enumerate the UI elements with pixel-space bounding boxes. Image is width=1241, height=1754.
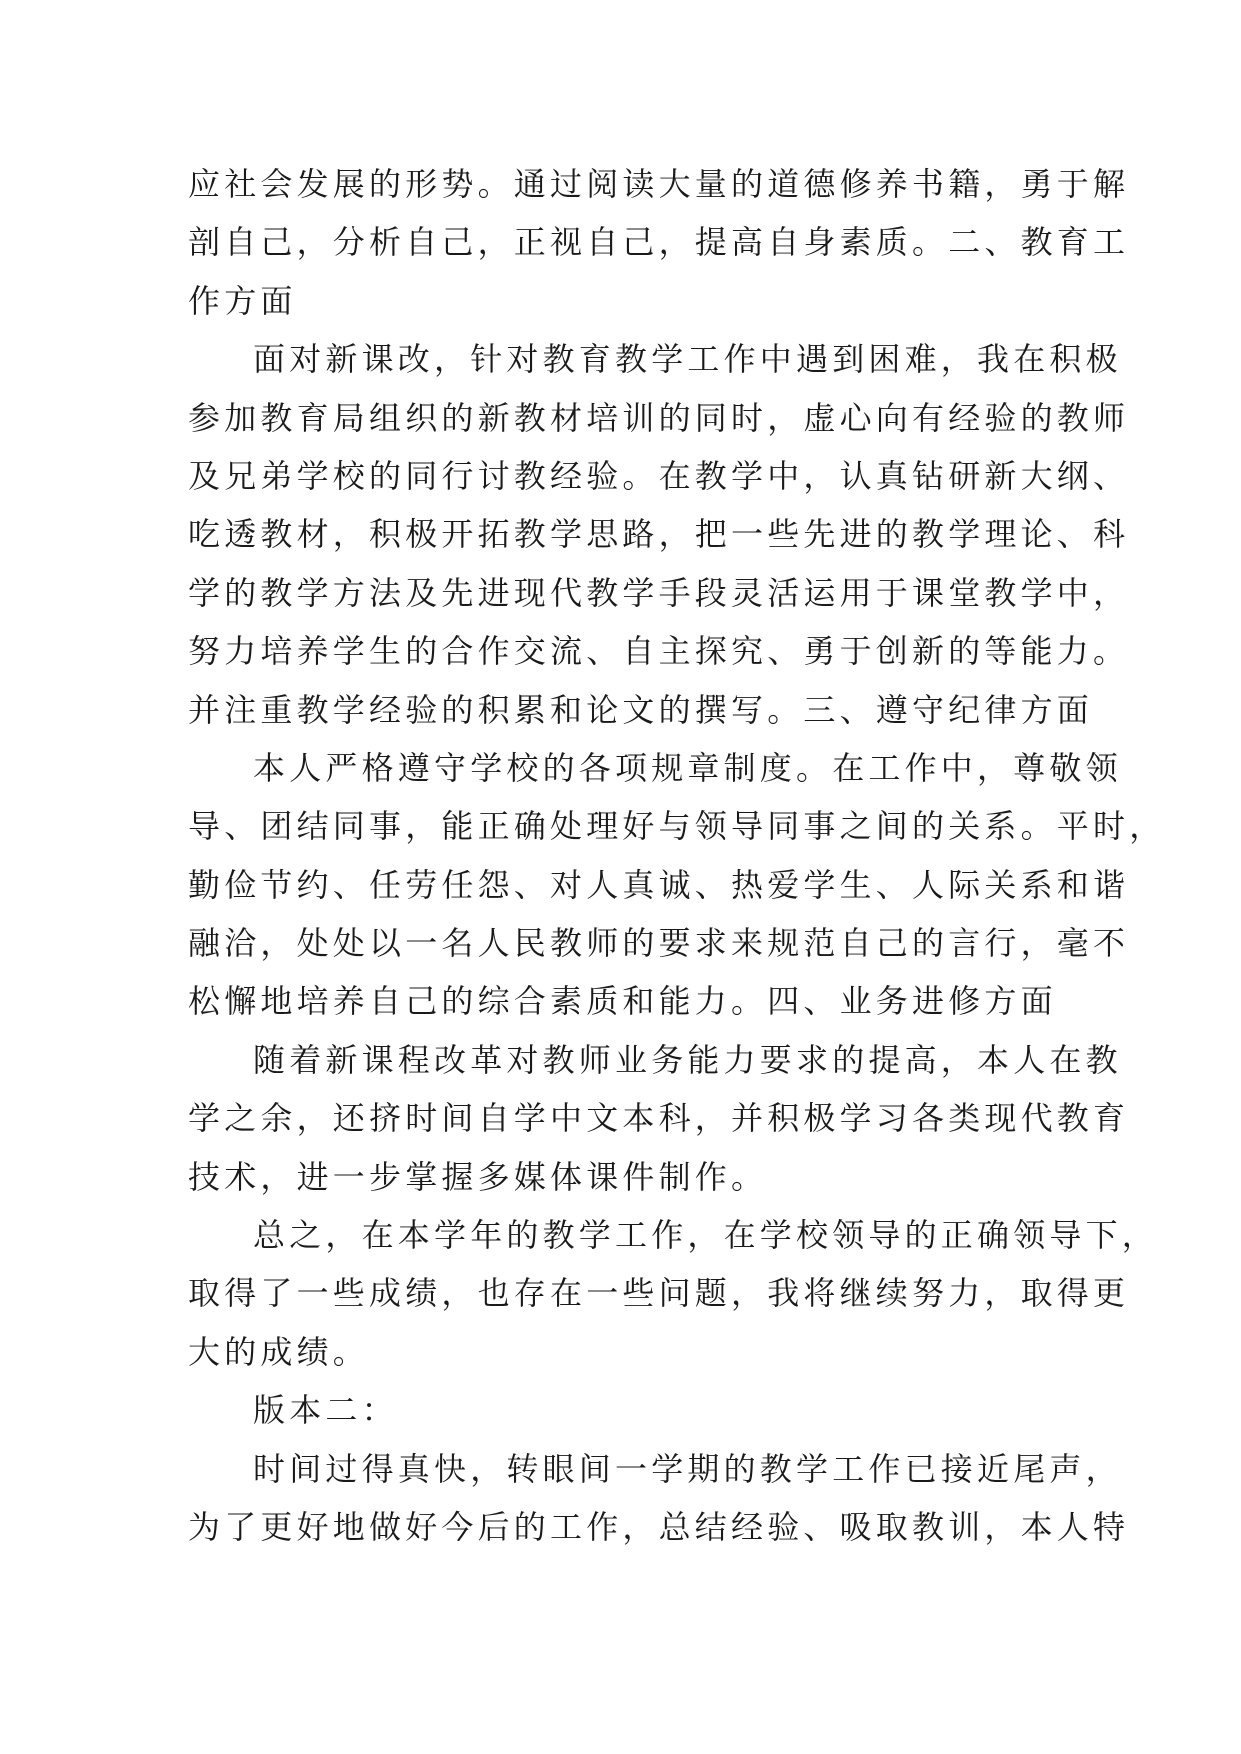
text-line: 努力培养学生的合作交流、自主探究、勇于创新的等能力。 (188, 632, 1130, 671)
text-line: 作方面 (188, 281, 297, 320)
text-line: 勤俭节约、任劳任怨、对人真诚、热爱学生、人际关系和谐 (188, 865, 1130, 904)
text-line: 应社会发展的形势。通过阅读大量的道德修养书籍，勇于解 (188, 165, 1130, 203)
text-line: 取得了一些成绩，也存在一些问题，我将继续努力，取得更 (188, 1274, 1130, 1313)
text-line: 时间过得真快，转眼间一学期的教学工作已接近尾声， (253, 1449, 1122, 1488)
text-line: 总之，在本学年的教学工作，在学校领导的正确领导下， (253, 1216, 1159, 1255)
text-line: 为了更好地做好今后的工作，总结经验、吸取教训，本人特 (188, 1507, 1130, 1546)
document-body (188, 155, 1166, 1556)
text-line: 面对新课改，针对教育教学工作中遇到困难，我在积极 (253, 340, 1122, 379)
text-line: 融洽，处处以一名人民教师的要求来规范自己的言行，毫不 (188, 924, 1130, 963)
text-line: 本人严格遵守学校的各项规章制度。在工作中，尊敬领 (253, 748, 1122, 787)
text-line: 松懈地培养自己的综合素质和能力。四、业务进修方面 (188, 982, 1057, 1021)
text-line: 导、团结同事，能正确处理好与领导同事之间的关系。平时， (188, 807, 1166, 846)
text-line: 学的教学方法及先进现代教学手段灵活运用于课堂教学中， (188, 573, 1130, 612)
text-line: 吃透教材，积极开拓教学思路，把一些先进的教学理论、科 (188, 515, 1130, 554)
text-line: 学之余，还挤时间自学中文本科，并积极学习各类现代教育 (188, 1099, 1130, 1138)
text-line: 大的成绩。 (188, 1332, 370, 1371)
text-line: 随着新课程改革对教师业务能力要求的提高，本人在教 (253, 1040, 1122, 1079)
text-line: 技术，进一步掌握多媒体课件制作。 (188, 1157, 768, 1196)
text-line: 剖自己，分析自己，正视自己，提高自身素质。二、教育工 (188, 223, 1130, 262)
text-line: 并注重教学经验的积累和论文的撰写。三、遵守纪律方面 (188, 690, 1094, 729)
section-heading: 版本二： (253, 1391, 398, 1430)
text-line: 参加教育局组织的新教材培训的同时，虚心向有经验的教师 (188, 398, 1130, 437)
text-line: 及兄弟学校的同行讨教经验。在教学中，认真钻研新大纲、 (188, 456, 1130, 495)
